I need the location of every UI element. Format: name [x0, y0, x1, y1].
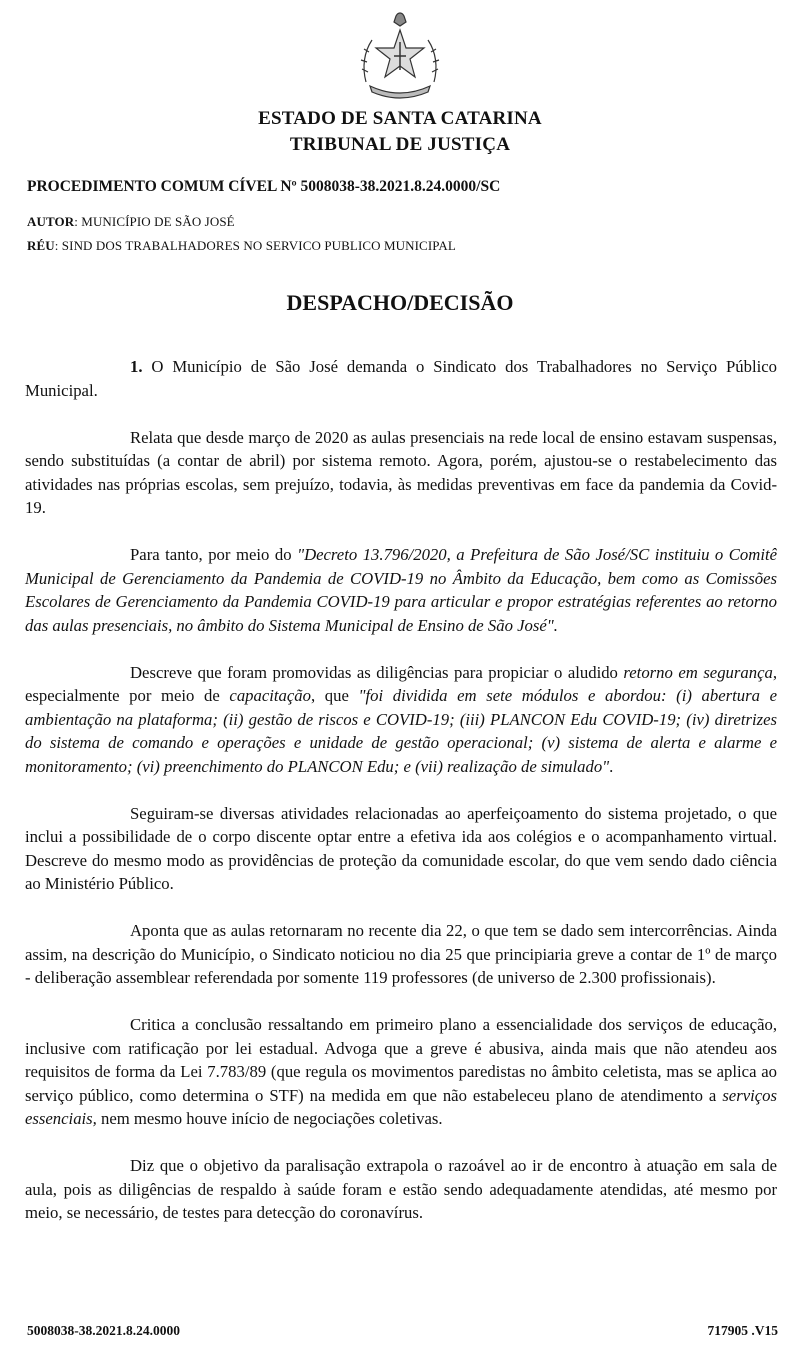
defendant-value: : SIND DOS TRABALHADORES NO SERVICO PUBLICO MUNICIPAL [54, 238, 456, 253]
paragraph-8: Diz que o objetivo da paralisação extrapola o razoável ao ir de encontro à atuação em sala de aula, pois as diligências de respaldo à saúde foram e estão sendo adequadamente atendidas, até mesmo por meio, se necessário, de testes para detecção do coronavírus. [25, 1156, 777, 1222]
paragraph-4-italic-2: capacitação [229, 686, 311, 705]
paragraph-3-text: Para tanto, por meio do [130, 545, 298, 564]
paragraph-7 [25, 1013, 777, 1131]
paragraph-7-text-a: Critica a conclusão ressaltando em primeiro plano a essencialidade dos serviços de educação, inclusive com ratificação por lei estadual. Advoga que a greve é abusiva, ainda mais que não atendeu aos requisitos de forma da Lei 7.783/89 (que regula os movimentos paredistas no âmbito celetista, mas se aplica ao serviço público, como determina o STF) na medida em que não estabeleceu plano de atendimento a [25, 1015, 777, 1105]
procedure-number: PROCEDIMENTO COMUM CÍVEL Nº 5008038-38.2021.8.24.0000/SC [27, 178, 501, 195]
state-name: ESTADO DE SANTA CATARINA [258, 108, 542, 129]
author-line [27, 214, 235, 230]
defendant-line [27, 238, 456, 254]
paragraph-1 [25, 355, 777, 402]
paragraph-7-italic: serviços essenciais, [25, 1085, 777, 1128]
author-label: AUTOR [27, 214, 75, 229]
paragraph-2: Relata que desde março de 2020 as aulas presenciais na rede local de ensino estavam suspensas, sendo substituídas (a contar de abril) por sistema remoto. Agora, porém, ajustou-se o restabelecimento das atividades nas próprias escolas, sem prejuízo, todavia, às medidas preventivas em face da pandemia da Covid-19. [25, 427, 777, 517]
paragraph-4-text-d: . [609, 756, 614, 776]
coat-of-arms-crest [358, 12, 442, 102]
document-title: DESPACHO/DECISÃO [286, 290, 514, 315]
footer-version: 717905 .V15 [707, 1323, 778, 1338]
paragraph-6: Aponta que as aulas retornaram no recente dia 22, o que tem se dado sem intercorrências. Ainda assim, na descrição do Município, o Sindicato noticiou no dia 25 que principiaria greve a contar de 1º de março - deliberação assemblear referendada por somente 119 professores (de universo de 2.300 profissionais). [25, 921, 777, 987]
court-name: TRIBUNAL DE JUSTIÇA [289, 134, 511, 155]
paragraph-5: Seguiram-se diversas atividades relacionadas ao aperfeiçoamento do sistema projetado, o que inclui a possibilidade de o corpo discente optar entre a efetiva ida aos colégios e o acompanhamento virtual. Descreve do mesmo modo as providências de proteção da comunidade escolar, do que vem sendo dado ciência ao Ministério Público. [25, 803, 777, 893]
paragraph-4-text-a: Descreve que foram promovidas as diligências para propiciar o aludido [130, 662, 624, 682]
paragraph-4-quote: "foi dividida em sete módulos e abordou: (i) abertura e ambientação na plataforma; (ii) gestão de riscos e COVID-19; (iii) PLANCON Edu COVID-19; (iv) diretrizes do sistema de comando e operações e unidade de gestão operacional; (v) sistema de alerta e alarme e monitoramento; (vi) preenchimento do PLANCON Edu; e (vii) realização de simulado" [25, 686, 777, 776]
paragraph-4 [25, 661, 777, 779]
footer-process-number: 5008038-38.2021.8.24.0000 [27, 1323, 180, 1338]
defendant-label: RÉU [27, 238, 55, 253]
paragraph-4-text-c: , que [310, 686, 359, 705]
author-value: : MUNICÍPIO DE SÃO JOSÉ [74, 214, 235, 229]
paragraph-3 [25, 543, 777, 637]
paragraph-number: 1. [130, 357, 143, 376]
paragraph-7-text-b: nem mesmo houve início de negociações coletivas. [96, 1109, 443, 1128]
paragraph-4-italic-1: retorno em segurança [623, 662, 773, 682]
paragraph-3-quote: "Decreto 13.796/2020, a Prefeitura de São José/SC instituiu o Comitê Municipal de Gerenciamento da Pandemia de COVID-19 no Âmbito da Educação, bem como as Comissões Escolares de Gerenciamento da Pandemia COVID-19 para articular e propor estratégias referentes ao retorno das aulas presenciais, no âmbito do Sistema Municipal de Ensino de São José". [25, 545, 777, 635]
document-body [25, 355, 777, 1248]
paragraph-4-text-b: , especialmente por meio de [25, 662, 778, 705]
paragraph-1-text: O Município de São José demanda o Sindicato dos Trabalhadores no Serviço Público Municipal. [25, 357, 777, 400]
